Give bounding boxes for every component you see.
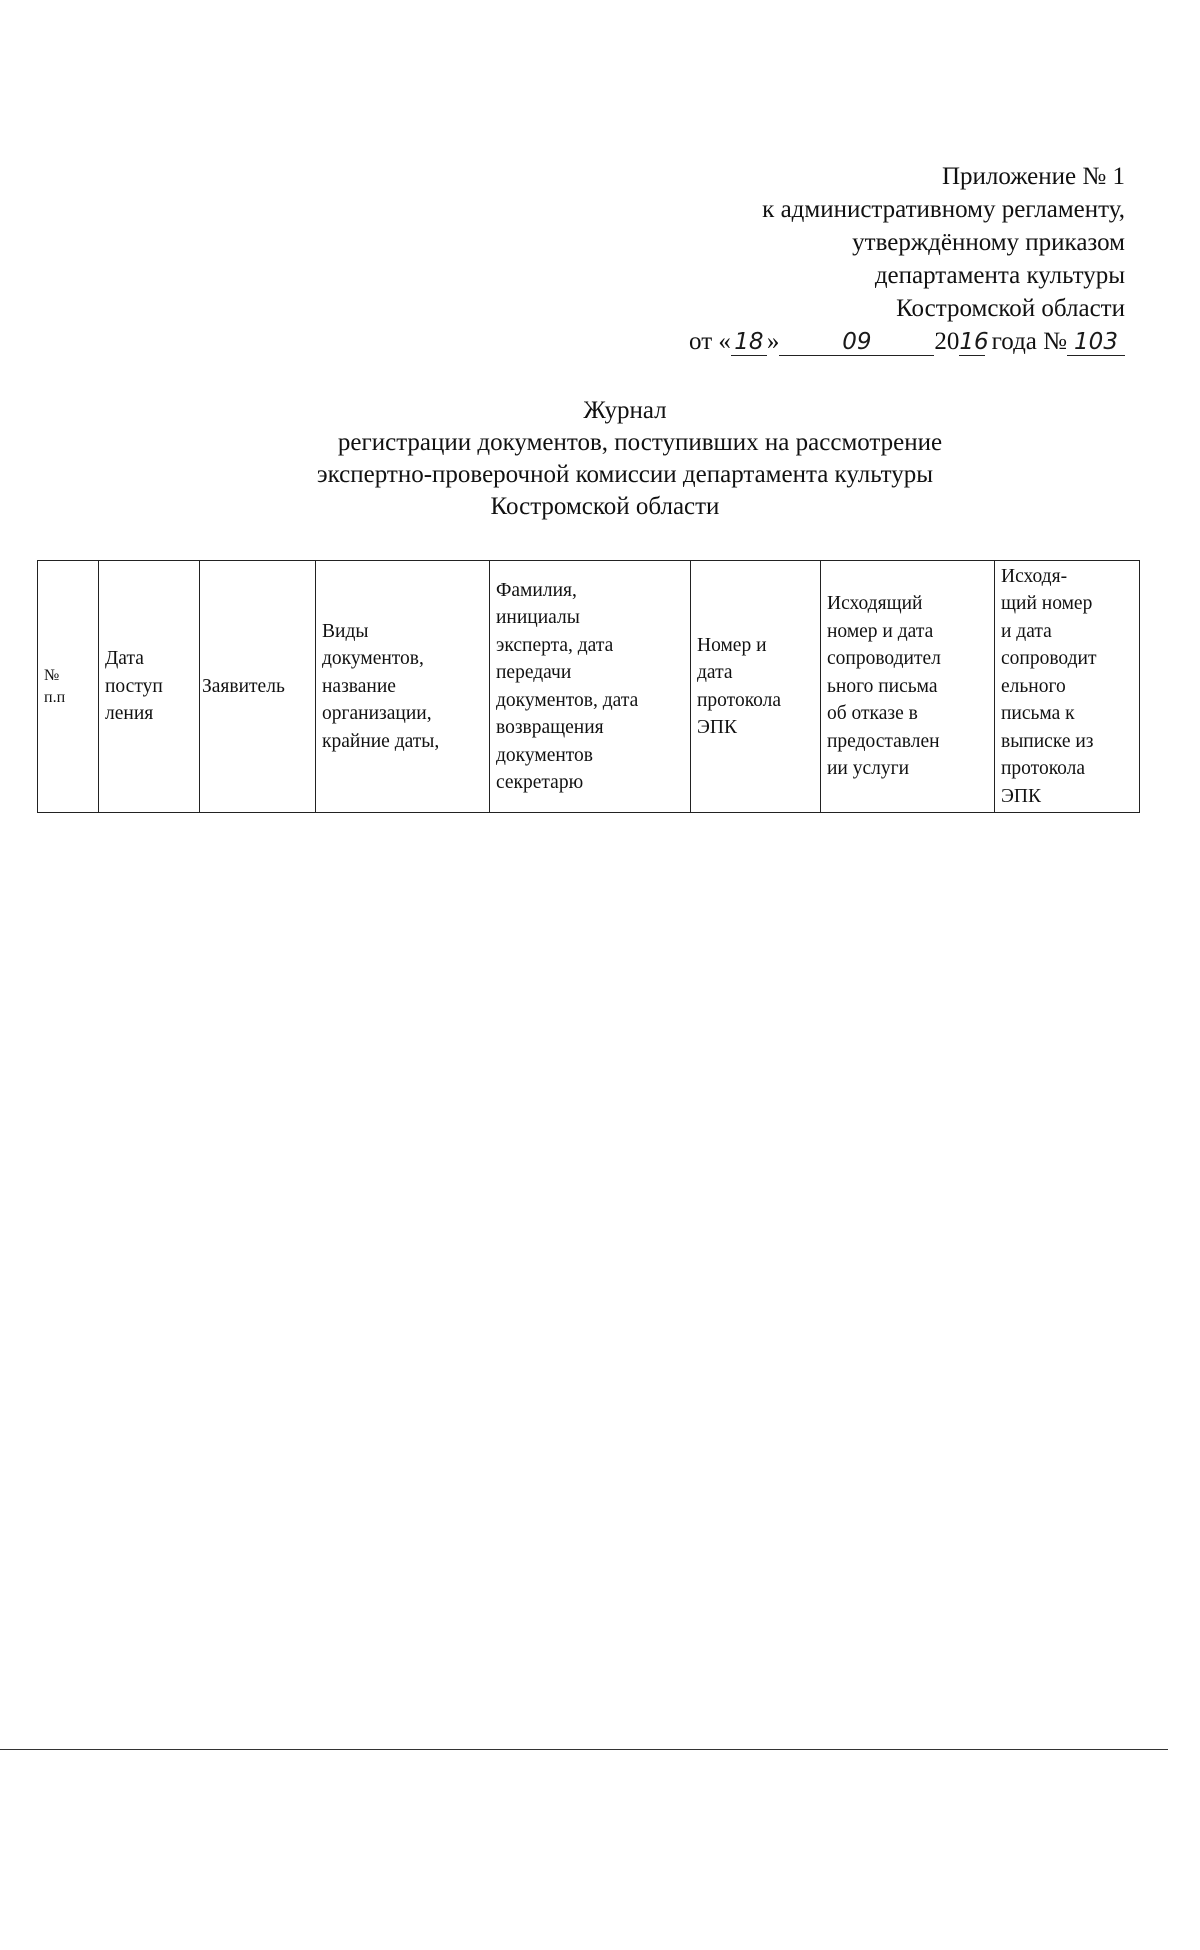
header-expert <box>490 561 691 813</box>
header-extract-letter <box>995 561 1140 813</box>
header-line: крайние даты, <box>322 730 440 752</box>
header-line: поступ <box>105 675 163 697</box>
header-document-types <box>316 561 490 813</box>
appendix-line-2: к административному регламенту, <box>762 196 1125 223</box>
header-line: № <box>44 666 60 684</box>
appendix-line-1: Приложение № 1 <box>941 163 1125 190</box>
title-line-3: экспертно-проверочной комиссии департамента культуры <box>316 461 934 488</box>
header-protocol <box>691 561 821 813</box>
header-line: Фамилия, <box>496 579 577 601</box>
appendix-line-4: департамента культуры <box>874 262 1125 289</box>
date-day-close: » <box>766 328 780 355</box>
header-line: Номер и <box>697 634 767 656</box>
header-line: и дата <box>1001 620 1052 642</box>
appendix-date-line <box>525 325 1125 358</box>
header-line: ления <box>105 703 154 725</box>
order-number-label: года № <box>991 328 1067 355</box>
title-line-1: Журнал <box>583 397 667 424</box>
header-line: название <box>322 675 396 697</box>
header-line: ьного письма <box>827 675 938 697</box>
year-prefix: 20 <box>934 328 960 355</box>
header-line: протокола <box>697 689 782 711</box>
header-line: выписке из <box>1001 730 1094 752</box>
header-line: Виды <box>322 620 369 642</box>
header-line: дата <box>697 662 733 683</box>
header-line: сопроводит <box>1001 648 1097 670</box>
header-line: ЭПК <box>1001 785 1041 807</box>
header-line: документов, <box>322 648 424 670</box>
header-line: сопроводител <box>827 648 941 670</box>
header-line: письма к <box>1001 703 1075 725</box>
header-line: возвращения <box>496 717 604 738</box>
header-line: об отказе в <box>827 703 918 725</box>
appendix-block <box>525 160 1125 358</box>
bottom-divider <box>0 1749 1168 1750</box>
header-line: щий номер <box>1001 593 1093 615</box>
header-line: инициалы <box>496 607 580 628</box>
header-line: предоставлен <box>827 730 940 752</box>
header-line: эксперта, дата <box>496 634 614 656</box>
header-line: номер и дата <box>827 620 934 642</box>
header-line: Дата <box>105 648 144 670</box>
header-refusal-letter <box>821 561 995 813</box>
header-number <box>38 561 99 813</box>
header-line: ии услуги <box>827 758 910 780</box>
appendix-line-5: Костромской области <box>896 295 1125 322</box>
header-line: протокола <box>1001 758 1086 780</box>
handwritten-order-number: 103 <box>1067 329 1125 356</box>
header-applicant <box>200 561 316 813</box>
table-header-row <box>38 561 1140 813</box>
handwritten-day: 18 <box>731 329 767 356</box>
header-line: документов, дата <box>496 689 639 711</box>
header-line: Исходящий <box>827 593 923 615</box>
handwritten-year: 16 <box>959 329 989 355</box>
journal-table <box>37 560 1140 813</box>
header-line: ельного <box>1001 675 1066 697</box>
appendix-line-3: утверждённому приказом <box>852 229 1125 256</box>
header-line: Исходя- <box>1001 565 1068 587</box>
header-line: секретарю <box>496 772 584 793</box>
header-line: документов <box>496 744 594 766</box>
journal-title <box>0 395 1200 523</box>
header-receipt-date <box>99 561 200 813</box>
handwritten-month: 09 <box>779 329 934 356</box>
date-prefix: от « <box>689 328 731 355</box>
title-line-2: регистрации документов, поступивших на рассмотрение <box>337 429 943 456</box>
title-line-4: Костромской области <box>490 493 720 520</box>
header-line: ЭПК <box>697 717 737 738</box>
header-line: Заявитель <box>202 675 285 697</box>
header-line: организации, <box>322 703 432 725</box>
header-line: передачи <box>496 662 572 683</box>
header-line: п.п <box>44 688 66 706</box>
